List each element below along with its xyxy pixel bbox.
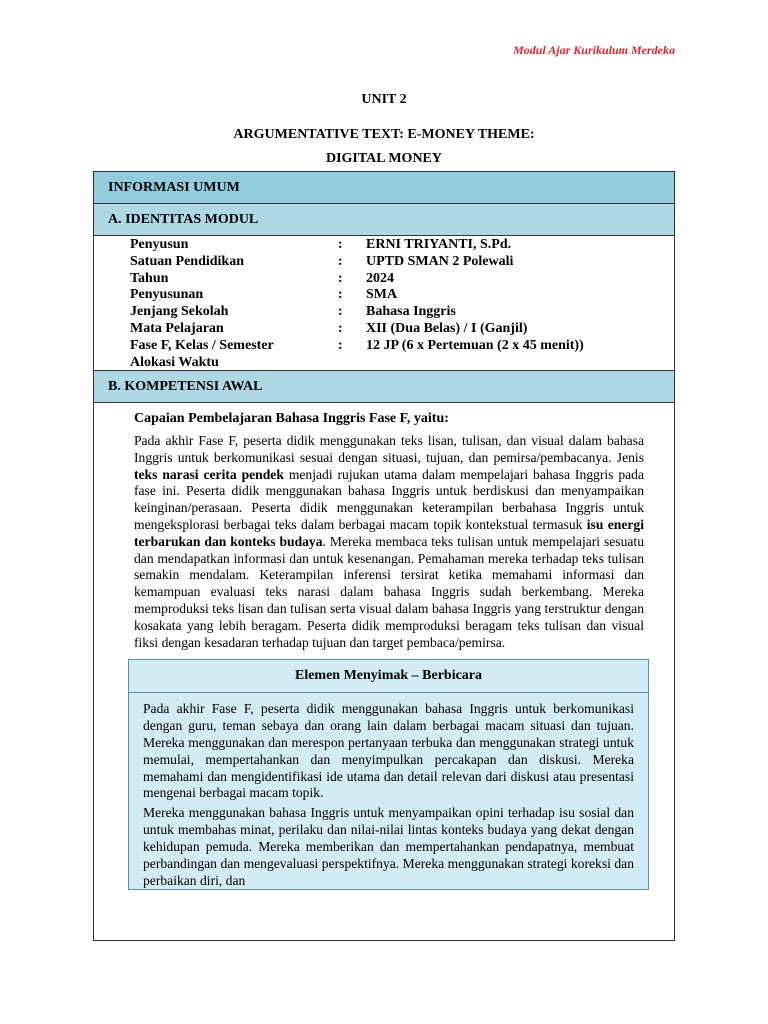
- identitas-row: [94, 338, 674, 355]
- capaian-text: . Mereka membaca teks tulisan untuk mempelajari sesuatu dan mendapatkan informasi dan untuk kesenangan. Pemahaman mereka terhadap teks tulisan semakin mendalam. Keterampilan inferensi tersirat ketika memahami informasi dan kemampuan evaluasi teks narasi dalam bahasa Inggris sudah berkembang. Mereka memproduksi teks lisan dan tulisan serta visual dalam bahasa Inggris yang terstruktur dengan kosakata yang lebih beragam. Peserta didik memproduksi beragam teks tulisan dan visual fiksi dengan kesadaran terhadap tujuan dan target pembaca/pemirsa.: [134, 533, 644, 650]
- elemen-paragraph-1: Pada akhir Fase F, peserta didik menggunakan bahasa Inggris untuk berkomunikasi dengan guru, teman sebaya dan orang lain dalam berbagai macam situasi dan tujuan. Mereka menggunakan dan merespon pertanyaan terbuka dan menggunakan strategi untuk memulai, mempertahankan dan menyimpulkan percakapan dan diskusi. Mereka memahami dan mengidentifikasi ide utama dan detail relevan dari diskusi atau presentasi mengenai berbagai macam topik.: [143, 701, 634, 801]
- row-colon: :: [338, 237, 343, 252]
- module-table: [93, 171, 675, 941]
- section-identitas-modul: A. IDENTITAS MODUL: [94, 204, 674, 236]
- header-note: Modul Ajar Kurikulum Merdeka: [513, 43, 675, 57]
- row-value: ERNI TRIYANTI, S.Pd.: [366, 237, 512, 252]
- row-value: XII (Dua Belas) / I (Ganjil): [366, 320, 528, 336]
- identitas-rows: [94, 236, 674, 371]
- row-colon: :: [338, 304, 343, 320]
- identitas-row: [94, 271, 674, 288]
- row-value: 12 JP (6 x Pertemuan (2 x 45 menit)): [366, 337, 584, 353]
- identitas-row: [94, 287, 674, 304]
- unit-title: UNIT 2: [361, 92, 407, 107]
- row-value: SMA: [366, 287, 398, 303]
- section-kompetensi-awal: B. KOMPETENSI AWAL: [94, 371, 674, 403]
- identitas-row: [94, 304, 674, 321]
- row-label: Alokasi Waktu: [130, 354, 219, 370]
- row-value: Bahasa Inggris: [366, 304, 456, 320]
- elemen-paragraph-2: Mereka menggunakan bahasa Inggris untuk menyampaikan opini terhadap isu sosial dan untuk membahas minat, perilaku dan nilai-nilai lintas konteks budaya yang dekat dengan kehidupan pemuda. Mereka memberikan dan mempertahankan pendapatnya, membuat perbandingan dan mengevaluasi perspektifnya. Mereka menggunakan strategi koreksi dan perbaikan diri, dan: [143, 805, 634, 889]
- capaian-paragraph: [134, 433, 644, 651]
- row-value: [366, 355, 674, 372]
- elemen-body: [129, 693, 648, 889]
- section-informasi-umum: INFORMASI UMUM: [94, 172, 674, 204]
- row-label: Penyusun: [130, 237, 189, 252]
- identitas-row: [94, 321, 674, 338]
- row-label: Tahun: [130, 270, 169, 286]
- row-value: 2024: [366, 270, 394, 286]
- row-colon: :: [338, 320, 343, 336]
- row-value: UPTD SMAN 2 Polewali: [366, 253, 514, 269]
- title-line-1: ARGUMENTATIVE TEXT: E-MONEY THEME:: [233, 127, 535, 142]
- row-colon: [338, 355, 366, 372]
- elemen-box: [128, 659, 649, 890]
- kompetensi-body: [94, 403, 674, 651]
- elemen-title: Elemen Menyimak – Berbicara: [129, 660, 648, 693]
- row-label: Fase F, Kelas / Semester: [130, 337, 274, 353]
- row-colon: :: [338, 337, 343, 353]
- row-label: Penyusunan: [130, 287, 204, 303]
- capaian-text: menjadi rujukan utama dalam mempelajari bahasa Inggris pada fase ini. Peserta didik menggunakan bahasa Inggris untuk berdiskusi dan menyampaikan keinginan/perasaan. Peserta didik menggunakan keterampilan berbahasa Inggris untuk mengeksplorasi berbagai teks dalam berbagai macam topik kontekstual termasuk: [134, 466, 644, 532]
- row-colon: :: [338, 270, 343, 286]
- row-label: Jenjang Sekolah: [130, 304, 229, 320]
- row-colon: :: [338, 287, 343, 303]
- identitas-row: [94, 237, 674, 254]
- row-label: Satuan Pendidikan: [130, 253, 244, 269]
- capaian-bold: isu energi terbarukan dan konteks budaya: [134, 516, 644, 549]
- document-title: [0, 92, 768, 167]
- capaian-title: Capaian Pembelajaran Bahasa Inggris Fase F, yaitu:: [134, 411, 449, 426]
- row-colon: :: [338, 253, 343, 269]
- identitas-row: [94, 254, 674, 271]
- capaian-bold: teks narasi cerita pendek: [134, 466, 284, 482]
- title-line-2: DIGITAL MONEY: [325, 151, 443, 166]
- capaian-text: Pada akhir Fase F, peserta didik menggunakan teks lisan, tulisan, dan visual dalam bahasa Inggris untuk berkomunikasi sesuai dengan situasi, tujuan, dan pemirsa/pembacanya. Jenis: [134, 433, 644, 465]
- identitas-row: [94, 355, 674, 372]
- row-label: Mata Pelajaran: [130, 320, 224, 336]
